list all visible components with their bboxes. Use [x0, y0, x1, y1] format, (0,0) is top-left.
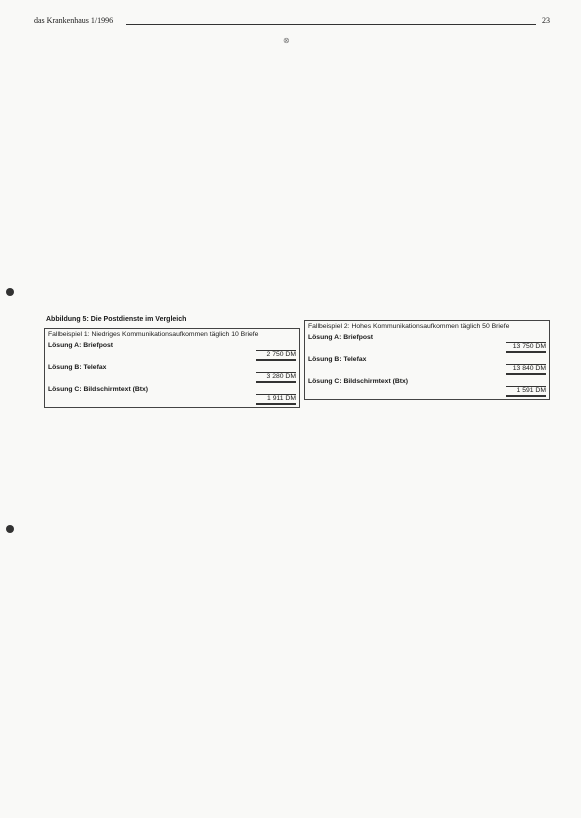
- case-2-c: Lösung C: Bildschirmtext (Btx): [308, 378, 409, 385]
- header-rule: [126, 24, 536, 25]
- running-header: [34, 16, 550, 28]
- case-1-b-sum: 3 280 DM: [256, 372, 296, 383]
- journal-name: das Krankenhaus 1/1996: [34, 16, 114, 25]
- case-2-a-sum: 13 750 DM: [506, 342, 546, 353]
- case-1-c-sum: 1 911 DM: [256, 394, 296, 405]
- case-2-b: Lösung B: Telefax: [308, 356, 367, 363]
- case-1-a: Lösung A: Briefpost: [48, 342, 114, 349]
- page-number: 23: [542, 16, 550, 25]
- binder-hole-icon: [6, 525, 14, 533]
- case-1-a-sum: 2 750 DM: [256, 350, 296, 361]
- case-2-table: [304, 320, 550, 400]
- case-2-heading: Fallbeispiel 2: Hohes Kommunikationsaufkommen täglich 50 Briefe: [308, 323, 510, 330]
- case-2-a: Lösung A: Briefpost: [308, 334, 374, 341]
- center-mark-icon: ⊗: [283, 36, 290, 45]
- case-1-c: Lösung C: Bildschirmtext (Btx): [48, 386, 149, 393]
- case-1-table: [44, 328, 300, 408]
- case-1-b: Lösung B: Telefax: [48, 364, 107, 371]
- case-2-c-sum: 1 591 DM: [506, 386, 546, 397]
- figure-title: Abbildung 5: Die Postdienste im Vergleich: [46, 316, 187, 323]
- binder-hole-icon: [6, 288, 14, 296]
- case-2-b-sum: 13 840 DM: [506, 364, 546, 375]
- case-1-heading: Fallbeispiel 1: Niedriges Kommunikationsaufkommen täglich 10 Briefe: [48, 331, 259, 338]
